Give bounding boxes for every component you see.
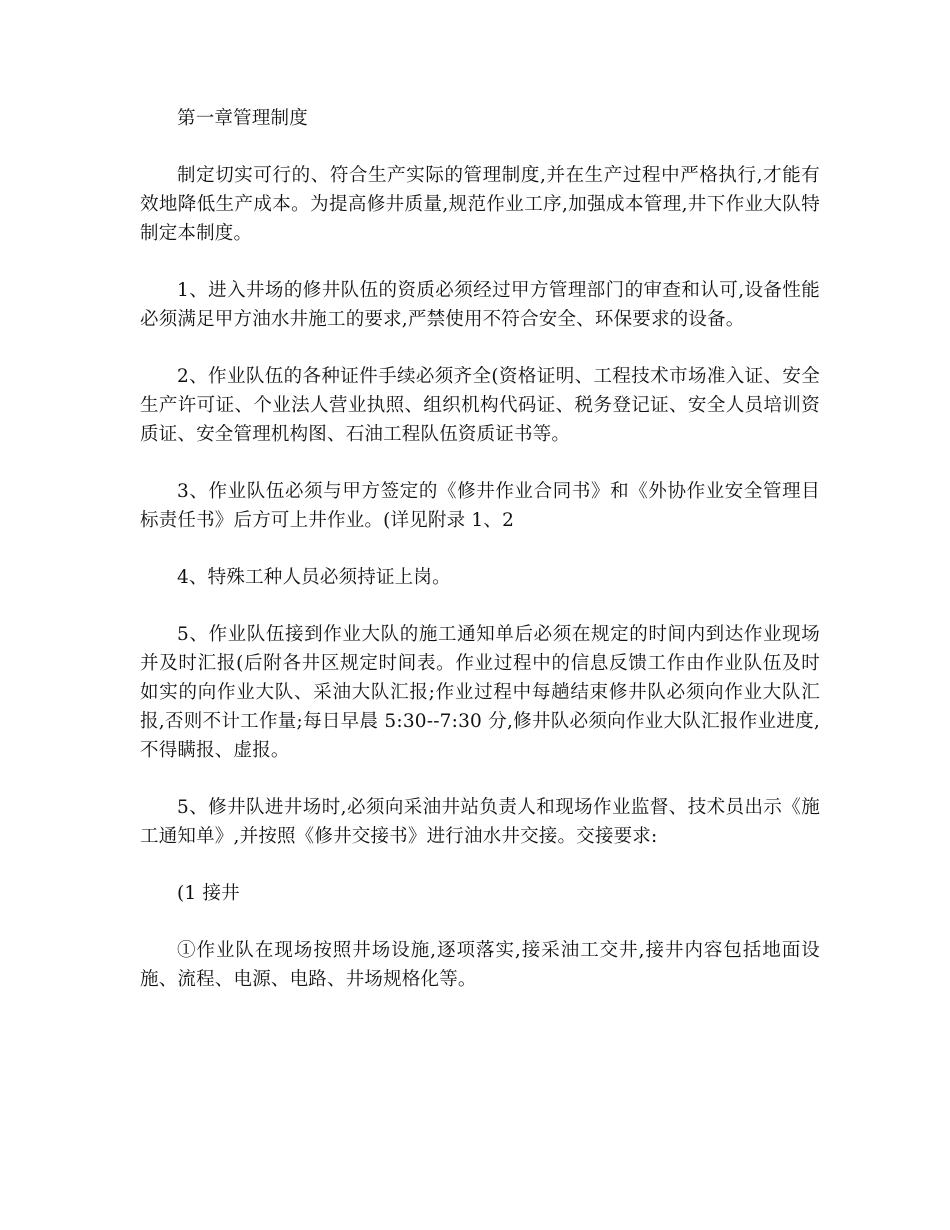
handover-item-paragraph: ①作业队在现场按照井场设施,逐项落实,接采油工交井,接井内容包括地面设施、流程、电源、电路、井场规格化等。	[140, 940, 820, 990]
document-body	[140, 104, 820, 1022]
rule-5b-paragraph: 5、修井队进井场时,必须向采油井站负责人和现场作业监督、技术员出示《施工通知单》,并按照《修井交接书》进行油水井交接。交接要求:	[140, 797, 820, 847]
chapter-heading: 第一章管理制度	[177, 108, 308, 129]
rule-5-paragraph: 5、作业队伍接到作业大队的施工通知单后必须在规定的时间内到达作业现场并及时汇报(后附各井区规定时间表。作业过程中的信息反馈工作由作业队伍及时如实的向作业大队、采油大队汇报;作业过程中每趟结束修井队必须向作业大队汇报,否则不计工作量;每日早晨 5:30--7:30 分,修井队必须向作业大队汇报作业进度,不得瞒报、虚报。	[140, 624, 820, 761]
intro-paragraph: 制定切实可行的、符合生产实际的管理制度,并在生产过程中严格执行,才能有效地降低生产成本。为提高修井质量,规范作业工序,加强成本管理,井下作业大队特制定本制度。	[140, 165, 820, 244]
rule-4-paragraph: 4、特殊工种人员必须持证上岗。	[177, 567, 451, 588]
rule-1-paragraph: 1、进入井场的修井队伍的资质必须经过甲方管理部门的审查和认可,设备性能必须满足甲方油水井施工的要求,严禁使用不符合安全、环保要求的设备。	[140, 280, 820, 330]
subsection-heading: (1 接井	[177, 883, 240, 904]
rule-3-paragraph: 3、作业队伍必须与甲方签定的《修井作业合同书》和《外协作业安全管理目标责任书》后方可上井作业。(详见附录 1、2	[140, 481, 820, 531]
rule-2-paragraph: 2、作业队伍的各种证件手续必须齐全(资格证明、工程技术市场准入证、安全生产许可证、个业法人营业执照、组织机构代码证、税务登记证、安全人员培训资质证、安全管理机构图、石油工程队伍资质证书等。	[140, 366, 820, 445]
